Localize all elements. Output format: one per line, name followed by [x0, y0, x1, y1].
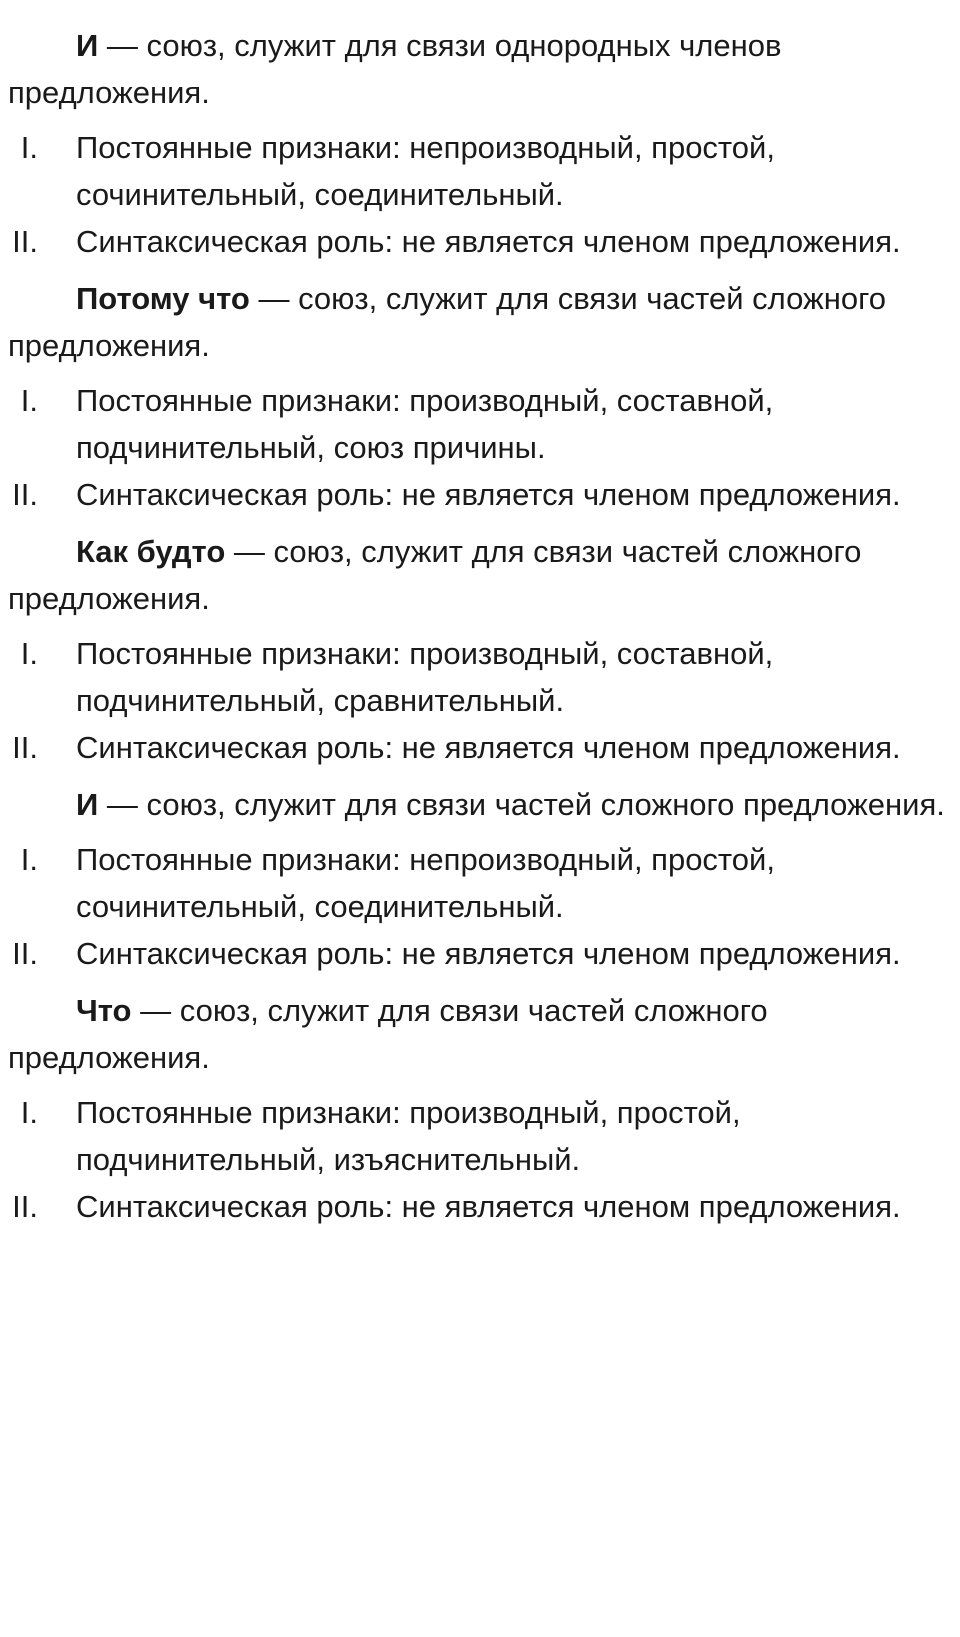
list-item	[8, 630, 952, 724]
list-item	[8, 1089, 952, 1183]
list-text: Синтаксическая роль: не является членом предложения.	[76, 1189, 901, 1224]
properties-list	[8, 836, 952, 977]
list-item	[8, 930, 952, 977]
entry-term: Что	[76, 993, 132, 1028]
list-item	[8, 836, 952, 930]
entry-lead	[8, 987, 952, 1081]
list-number: I.	[20, 1095, 38, 1130]
list-text: Синтаксическая роль: не является членом предложения.	[76, 477, 901, 512]
list-number: I.	[20, 130, 38, 165]
list-number: II.	[12, 477, 38, 512]
entry-term: Потому что	[76, 281, 250, 316]
list-number: II.	[12, 224, 38, 259]
entry-lead	[8, 275, 952, 369]
list-text: Постоянные признаки: производный, составной, подчинительный, союз причины.	[76, 383, 774, 465]
list-number: II.	[12, 936, 38, 971]
entry-definition: — союз, служит для связи частей сложного предложения.	[98, 787, 945, 822]
properties-list	[8, 377, 952, 518]
entry-definition: — союз, служит для связи частей сложного предложения.	[8, 534, 862, 616]
list-item	[8, 218, 952, 265]
list-item	[8, 377, 952, 471]
list-text: Синтаксическая роль: не является членом предложения.	[76, 224, 901, 259]
list-text: Постоянные признаки: непроизводный, простой, сочинительный, соединительный.	[76, 130, 775, 212]
entry-definition: — союз, служит для связи однородных членов предложения.	[8, 28, 782, 110]
entry-potomu-chto	[8, 275, 952, 518]
list-text: Постоянные признаки: производный, простой, подчинительный, изъяснительный.	[76, 1095, 741, 1177]
list-number: I.	[20, 383, 38, 418]
entry-lead	[8, 781, 952, 828]
entry-term: И	[76, 787, 99, 822]
list-text: Постоянные признаки: непроизводный, простой, сочинительный, соединительный.	[76, 842, 775, 924]
entry-i-1	[8, 22, 952, 265]
entry-lead	[8, 22, 952, 116]
entry-chto	[8, 987, 952, 1230]
list-item	[8, 1183, 952, 1230]
entry-term: И	[76, 28, 99, 63]
list-number: II.	[12, 1189, 38, 1224]
list-number: II.	[12, 730, 38, 765]
list-item	[8, 724, 952, 771]
properties-list	[8, 1089, 952, 1230]
list-item	[8, 124, 952, 218]
list-text: Синтаксическая роль: не является членом предложения.	[76, 730, 901, 765]
entry-term: Как будто	[76, 534, 226, 569]
list-item	[8, 471, 952, 518]
list-text: Синтаксическая роль: не является членом предложения.	[76, 936, 901, 971]
entry-definition: — союз, служит для связи частей сложного предложения.	[8, 281, 886, 363]
properties-list	[8, 630, 952, 771]
list-number: I.	[20, 842, 38, 877]
entry-kak-budto	[8, 528, 952, 771]
entry-definition: — союз, служит для связи частей сложного предложения.	[8, 993, 768, 1075]
list-number: I.	[20, 636, 38, 671]
entry-i-2	[8, 781, 952, 977]
entry-lead	[8, 528, 952, 622]
list-text: Постоянные признаки: производный, составной, подчинительный, сравнительный.	[76, 636, 774, 718]
properties-list	[8, 124, 952, 265]
